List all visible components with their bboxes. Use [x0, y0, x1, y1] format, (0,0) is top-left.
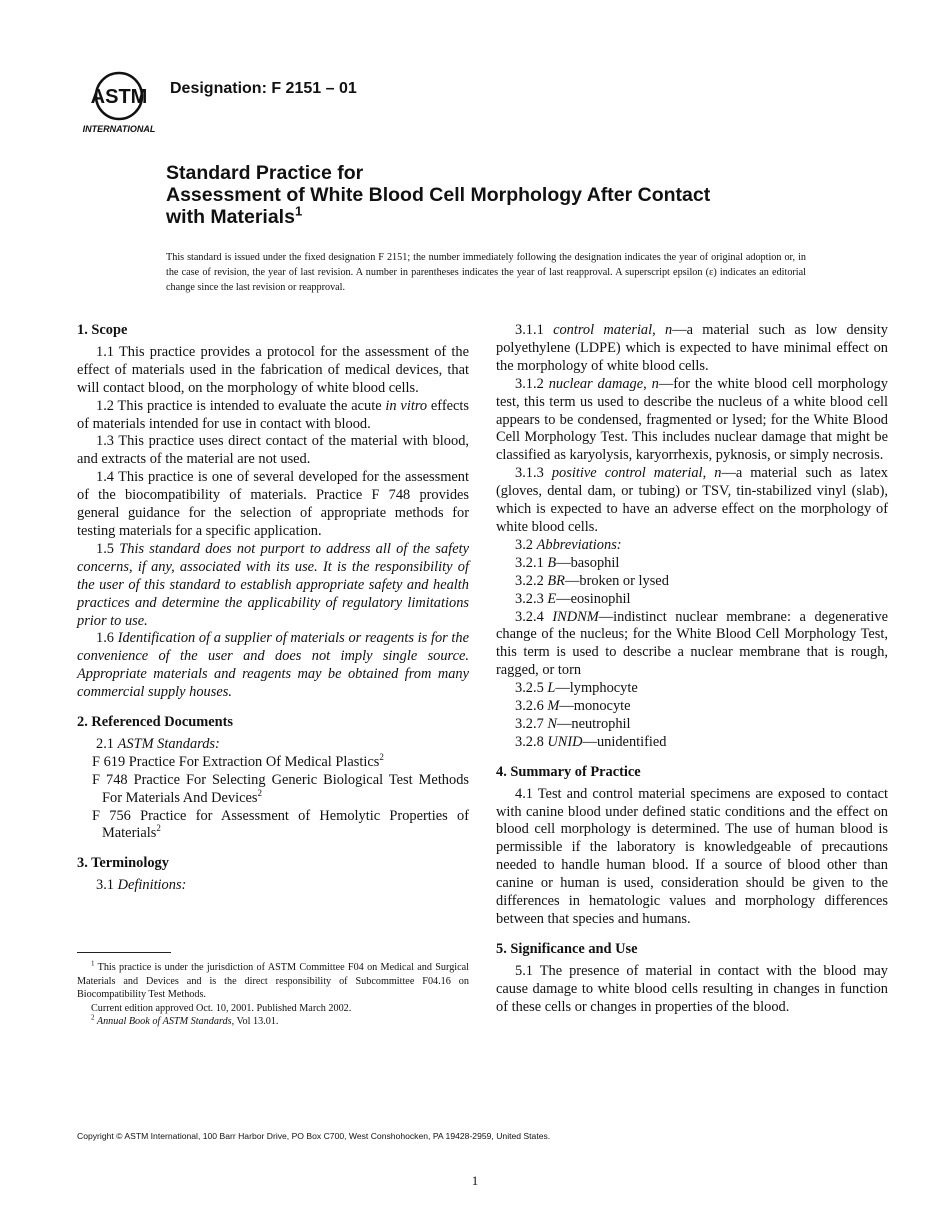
document-title [166, 162, 866, 228]
paragraph-1-2: 1.2 This practice is intended to evaluate the acute in vitro effects of materials intended for use in contact with blood. [77, 397, 469, 432]
title-line-1: Standard Practice for [166, 162, 364, 184]
paragraph-1-1: 1.1 This practice provides a protocol for the assessment of the effect of materials used in the fabrication of medical devices, that will contact blood, on the morphology of white blood cells. [77, 343, 469, 396]
abbreviation-3-2-1: 3.2.1 B—basophil [515, 554, 620, 571]
definition-3-1-3: 3.1.3 positive control material, n—a material such as latex (gloves, dental dam, or tubing) or TSV, tin-stabilized vinyl (slab), which is expected to have an adverse effect on the morphology of white blood cells. [496, 465, 888, 535]
footnote-1-edition: Current edition approved Oct. 10, 2001. Published March 2002. [91, 1002, 352, 1014]
footnote-1: $^1$ This practice is under the jurisdiction of ASTM Committee F04 on Medical and Surgical Materials and Devices and is the direct responsibility of Subcommittee F04.16 on Biocompatibility Test Methods. [77, 959, 469, 1000]
definition-3-1-1: 3.1.1 control material, n—a material such as low density polyethylene (LDPE) which is expected to have minimal effect on the morphology of white blood cells. [496, 322, 888, 374]
designation: Designation: F 2151 – 01 [170, 80, 357, 97]
section-heading-scope: 1. Scope [77, 322, 128, 338]
right-column [496, 322, 888, 1017]
section-heading-referenced-documents: 2. Referenced Documents [77, 714, 233, 731]
title-footnote-mark: 1 [294, 203, 303, 219]
paragraph-1-6: 1.6 Identification of a supplier of materials or reagents is for the convenience of the user and does not imply single source. Appropriate materials and reagents may be obtained from many commercial supply houses. [77, 630, 470, 701]
paragraph-5-1: 5.1 The presence of material in contact with the blood may cause damage to white blood cells resulting in changes in function of these cells or changes in properties of the blood. [496, 962, 888, 1015]
paragraph-3-2: 3.2 Abbreviations: [515, 536, 622, 553]
copyright-notice: Copyright © ASTM International, 100 Barr Harbor Drive, PO Box C700, West Conshohocken, PA 19428-2959, United States. [77, 1131, 551, 1141]
abbreviation-3-2-3: 3.2.3 E—eosinophil [515, 590, 631, 607]
abbreviation-3-2-5: 3.2.5 L—lymphocyte [515, 680, 638, 697]
abbreviation-3-2-2: 3.2.2 BR—broken or lysed [515, 572, 669, 589]
paragraph-1-5: 1.5 This standard does not purport to address all of the safety concerns, if any, associated with its use. It is the responsibility of the user of this standard to establish appropriate safety and health practices and determine the applicability of regulatory limitations prior to use. [77, 540, 469, 629]
title-line-3: with Materials$^1$ [166, 203, 303, 228]
reference-f619: F 619 Practice For Extraction Of Medical Plastics$^2$ [92, 752, 384, 770]
footnotes [77, 952, 469, 1029]
abbreviation-3-2-7: 3.2.7 N—neutrophil [515, 715, 631, 732]
astm-logo [78, 70, 160, 136]
abbreviation-3-2-8: 3.2.8 UNID—unidentified [515, 733, 667, 750]
preamble: This standard is issued under the fixed designation F 2151; the number immediately following the designation indicates the year of original adoption or, in the case of revision, the year of last revision. A number in parentheses indicates the year of last reapproval. A superscript epsilon (ε) indicates an editorial change since the last revision or reapproval. [166, 252, 806, 293]
section-heading-summary: 4. Summary of Practice [496, 763, 641, 780]
title-line-2: Assessment of White Blood Cell Morphology After Contact [166, 184, 711, 206]
paragraph-1-3: 1.3 This practice uses direct contact of the material with blood, and extracts of the material are not used. [77, 433, 469, 468]
reference-f756: F 756 Practice for Assessment of Hemolytic Properties of Materials$^2$ [92, 807, 469, 842]
abbreviation-3-2-4: 3.2.4 INDNM—indistinct nuclear membrane: a degenerative change of the nucleus; for the White Blood Cell Morphology Test, this term is used to describe a nuclear membrane that is rough, ragged, or torn [496, 608, 888, 679]
paragraph-2-1: 2.1 ASTM Standards: [96, 735, 220, 752]
paragraph-4-1: 4.1 Test and control material specimens are exposed to contact with canine blood under defined static conditions and the effect on blood cell morphology is determined. The use of human blood is permissible if the laboratory is knowledgeable of precautions needed to handle human blood. If a source of blood other than canine or human is used, consideration should be given to the differences in hematologic values and morphology differences between that species and humans. [496, 785, 888, 927]
reference-f748: F 748 Practice For Selecting Generic Biological Test Methods For Materials And Devices$^2$ [92, 771, 469, 806]
abbreviation-3-2-6: 3.2.6 M—monocyte [515, 698, 631, 715]
left-column [77, 322, 469, 895]
paragraph-1-4: 1.4 This practice is one of several developed for the assessment of the biocompatibility of materials. Practice F 748 provides general guidance for the selection of appropriate methods for testing materials for a specific application. [77, 469, 469, 539]
footnote-rule [77, 952, 171, 953]
logo-subtext: INTERNATIONAL [82, 124, 156, 134]
paragraph-3-1: 3.1 Definitions: [96, 877, 187, 894]
section-heading-terminology: 3. Terminology [77, 855, 169, 872]
footnote-2: $^2$ Annual Book of ASTM Standards, Vol 13.01. [91, 1013, 279, 1027]
logo-text: ASTM [90, 86, 148, 108]
section-heading-significance: 5. Significance and Use [496, 940, 638, 957]
page-number: 1 [471, 1173, 479, 1188]
definition-3-1-2: 3.1.2 nuclear damage, n—for the white blood cell morphology test, this term us used to describe the nucleus of a white blood cell appears to be condensed, fragmented or lysed; for the White Blood Cell Morphology Test. This includes nuclear damage that might be classified as karyolysis, karyorrhexis, pyknosis, or simply necrosis. [496, 375, 888, 464]
